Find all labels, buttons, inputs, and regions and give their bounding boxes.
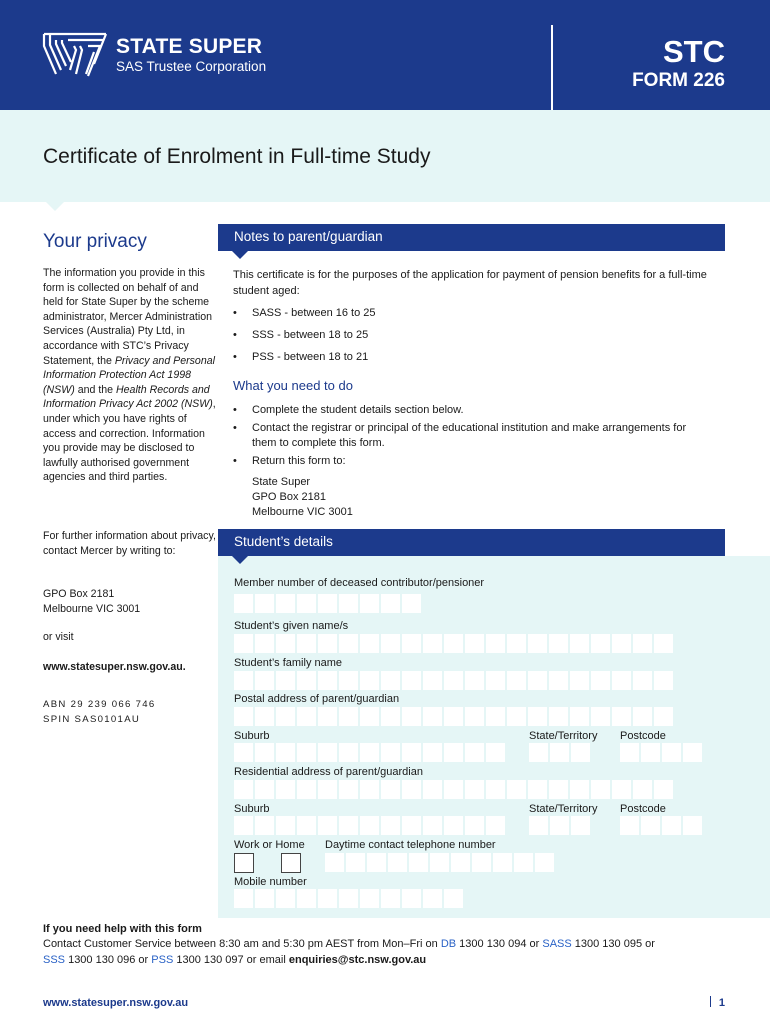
char-box[interactable] (339, 780, 358, 799)
char-box[interactable] (360, 743, 379, 762)
char-box[interactable] (234, 634, 253, 653)
char-box[interactable] (318, 743, 337, 762)
notes-intro: This certificate is for the purposes of the application for payment of pension benefits for a full-time student aged: (233, 269, 707, 297)
org-name: STATE SUPER (116, 35, 263, 58)
char-box[interactable] (276, 671, 295, 690)
char-box[interactable] (318, 634, 337, 653)
char-box[interactable] (514, 853, 533, 872)
privacy-statement: The information you provide in this form is collected on behalf of and held for State Super by the scheme administrator, Mercer Administration Services (Australia) Pty Ltd, in accordance with STC’s Privacy Statement, the Privacy and Personal Information Protection Act 1998 (NSW) and the Health Records and Information Privacy Act 2002 (NSW), under which you have rights of access and correction. Information you provide may be disclosed to lawfully authorised government agencies and third parties. (43, 267, 216, 484)
postal-address-label: Postal address of parent/guardian (234, 693, 400, 705)
notes-heading: Notes to parent/guardian (234, 229, 383, 244)
residential-address-label: Residential address of parent/guardian (234, 766, 423, 778)
mobile-input[interactable] (234, 889, 463, 908)
char-box[interactable] (528, 634, 547, 653)
postcode2-input[interactable] (620, 816, 702, 835)
char-box[interactable] (444, 634, 463, 653)
char-box[interactable] (528, 780, 547, 799)
member-number-label: Member number of deceased contributor/pensioner (234, 577, 485, 589)
privacy-website-link[interactable]: www.statesuper.nsw.gov.au. (43, 661, 186, 673)
state-super-logo-icon (42, 30, 108, 78)
char-box[interactable] (423, 707, 442, 726)
char-box[interactable] (465, 707, 484, 726)
char-box[interactable] (297, 707, 316, 726)
char-box[interactable] (255, 594, 274, 613)
char-box[interactable] (297, 816, 316, 835)
char-box[interactable] (402, 634, 421, 653)
char-box[interactable] (591, 671, 610, 690)
char-box[interactable] (612, 671, 631, 690)
char-box[interactable] (255, 743, 274, 762)
char-box[interactable] (570, 707, 589, 726)
page-title: Certificate of Enrolment in Full-time Study (43, 145, 431, 168)
title-notch (46, 202, 64, 211)
char-box[interactable] (549, 671, 568, 690)
char-box[interactable] (444, 816, 463, 835)
char-box[interactable] (550, 743, 569, 762)
char-box[interactable] (402, 671, 421, 690)
help-email-link[interactable]: enquiries@stc.nsw.gov.au (288, 953, 427, 966)
home-checkbox[interactable] (281, 853, 301, 873)
char-box[interactable] (444, 671, 463, 690)
page-number: 1 (710, 996, 725, 1009)
char-box[interactable] (318, 816, 337, 835)
help-text: Contact Customer Service between 8:30 am and 5:30 pm AEST from Mon–Fri on DB 1300 130 094 or SASS 1300 130 095 or SSS 1300 130 096 or PSS 1300 130 097 or email enquiries@stc.nsw.gov.au (43, 938, 655, 966)
char-box[interactable] (402, 707, 421, 726)
form-code: STC (663, 34, 725, 69)
char-box[interactable] (423, 816, 442, 835)
char-box[interactable] (444, 780, 463, 799)
char-box[interactable] (641, 743, 660, 762)
state2-input[interactable] (529, 816, 590, 835)
char-box[interactable] (381, 889, 400, 908)
suburb-label: Suburb (234, 730, 270, 742)
work-checkbox[interactable] (234, 853, 254, 873)
char-box[interactable] (234, 707, 253, 726)
char-box[interactable] (360, 816, 379, 835)
state-input[interactable] (529, 743, 590, 762)
char-box[interactable] (641, 816, 660, 835)
char-box[interactable] (339, 634, 358, 653)
char-box[interactable] (339, 594, 358, 613)
char-box[interactable] (423, 889, 442, 908)
char-box[interactable] (620, 743, 639, 762)
header-band (0, 0, 770, 110)
char-box[interactable] (234, 743, 253, 762)
char-box[interactable] (633, 780, 652, 799)
char-box[interactable] (571, 743, 590, 762)
char-box[interactable] (318, 707, 337, 726)
org-subtitle: SAS Trustee Corporation (116, 59, 267, 74)
list-item: • Complete the student details section below. (233, 404, 464, 416)
char-box[interactable] (423, 780, 442, 799)
char-box[interactable] (654, 707, 673, 726)
char-box[interactable] (591, 780, 610, 799)
char-box[interactable] (654, 671, 673, 690)
char-box[interactable] (297, 594, 316, 613)
char-box[interactable] (507, 707, 526, 726)
family-name-input[interactable] (234, 671, 673, 690)
char-box[interactable] (360, 889, 379, 908)
char-box[interactable] (381, 634, 400, 653)
char-box[interactable] (662, 816, 681, 835)
char-box[interactable] (529, 743, 548, 762)
char-box[interactable] (276, 889, 295, 908)
return-address: State Super GPO Box 2181 Melbourne VIC 3001 (252, 476, 353, 518)
char-box[interactable] (402, 816, 421, 835)
postal-address-input[interactable] (234, 707, 673, 726)
postcode-input[interactable] (620, 743, 702, 762)
char-box[interactable] (381, 707, 400, 726)
char-box[interactable] (472, 853, 491, 872)
char-box[interactable] (339, 889, 358, 908)
privacy-address: GPO Box 2181 Melbourne VIC 3001 (43, 588, 141, 615)
daytime-phone-input[interactable] (325, 853, 554, 872)
char-box[interactable] (346, 853, 365, 872)
char-box[interactable] (549, 634, 568, 653)
char-box[interactable] (360, 780, 379, 799)
char-box[interactable] (570, 634, 589, 653)
char-box[interactable] (381, 743, 400, 762)
char-box[interactable] (486, 707, 505, 726)
char-box[interactable] (255, 671, 274, 690)
char-box[interactable] (549, 707, 568, 726)
header-divider (551, 25, 553, 110)
suburb-input[interactable] (234, 743, 505, 762)
char-box[interactable] (507, 671, 526, 690)
char-box[interactable] (571, 816, 590, 835)
char-box[interactable] (528, 707, 547, 726)
char-box[interactable] (360, 707, 379, 726)
char-box[interactable] (654, 780, 673, 799)
char-box[interactable] (360, 594, 379, 613)
list-item: • Contact the registrar or principal of the educational institution and make arrangements for them to complete this form. (233, 422, 687, 449)
char-box[interactable] (339, 816, 358, 835)
char-box[interactable] (325, 853, 344, 872)
list-item: • PSS - between 18 to 21 (233, 351, 369, 363)
char-box[interactable] (339, 671, 358, 690)
char-box[interactable] (620, 816, 639, 835)
char-box[interactable] (297, 780, 316, 799)
postcode-label: Postcode (620, 730, 666, 742)
char-box[interactable] (402, 594, 421, 613)
list-item: • SSS - between 18 to 25 (233, 329, 369, 341)
footer-website-link[interactable]: www.statesuper.nsw.gov.au (43, 997, 189, 1009)
char-box[interactable] (402, 889, 421, 908)
char-box[interactable] (465, 743, 484, 762)
char-box[interactable] (683, 816, 702, 835)
char-box[interactable] (633, 707, 652, 726)
char-box[interactable] (528, 671, 547, 690)
char-box[interactable] (493, 853, 512, 872)
suburb2-label: Suburb (234, 803, 270, 815)
char-box[interactable] (402, 743, 421, 762)
char-box[interactable] (367, 853, 386, 872)
char-box[interactable] (234, 816, 253, 835)
what-you-need-heading: What you need to do (233, 378, 353, 393)
char-box[interactable] (234, 780, 253, 799)
char-box[interactable] (381, 594, 400, 613)
char-box[interactable] (612, 634, 631, 653)
char-box[interactable] (570, 780, 589, 799)
char-box[interactable] (529, 816, 548, 835)
char-box[interactable] (465, 780, 484, 799)
char-box[interactable] (276, 634, 295, 653)
char-box[interactable] (297, 634, 316, 653)
char-box[interactable] (318, 671, 337, 690)
suburb2-input[interactable] (234, 816, 505, 835)
char-box[interactable] (297, 743, 316, 762)
char-box[interactable] (465, 671, 484, 690)
char-box[interactable] (486, 634, 505, 653)
or-visit-text: or visit (43, 631, 74, 643)
char-box[interactable] (612, 707, 631, 726)
char-box[interactable] (662, 743, 681, 762)
char-box[interactable] (550, 816, 569, 835)
char-box[interactable] (451, 853, 470, 872)
postcode2-label: Postcode (620, 803, 666, 815)
char-box[interactable] (507, 780, 526, 799)
privacy-heading: Your privacy (43, 231, 147, 252)
char-box[interactable] (654, 634, 673, 653)
char-box[interactable] (423, 671, 442, 690)
student-heading: Student’s details (234, 534, 333, 549)
char-box[interactable] (297, 671, 316, 690)
char-box[interactable] (318, 594, 337, 613)
mobile-label: Mobile number (234, 876, 307, 888)
char-box[interactable] (423, 743, 442, 762)
char-box[interactable] (276, 707, 295, 726)
char-box[interactable] (234, 671, 253, 690)
char-box[interactable] (339, 707, 358, 726)
char-box[interactable] (486, 743, 505, 762)
char-box[interactable] (388, 853, 407, 872)
char-box[interactable] (465, 816, 484, 835)
char-box[interactable] (276, 743, 295, 762)
char-box[interactable] (633, 634, 652, 653)
notes-notch (232, 251, 248, 259)
form-number: FORM 226 (632, 70, 725, 91)
char-box[interactable] (255, 889, 274, 908)
char-box[interactable] (591, 707, 610, 726)
family-name-label: Student’s family name (234, 657, 343, 669)
char-box[interactable] (549, 780, 568, 799)
char-box[interactable] (633, 671, 652, 690)
char-box[interactable] (234, 594, 253, 613)
char-box[interactable] (360, 671, 379, 690)
char-box[interactable] (276, 780, 295, 799)
char-box[interactable] (318, 780, 337, 799)
char-box[interactable] (318, 889, 337, 908)
char-box[interactable] (444, 743, 463, 762)
char-box[interactable] (423, 634, 442, 653)
char-box[interactable] (255, 780, 274, 799)
member-number-input[interactable] (234, 594, 421, 613)
residential-address-input[interactable] (234, 780, 673, 799)
char-box[interactable] (444, 707, 463, 726)
char-box[interactable] (276, 594, 295, 613)
char-box[interactable] (465, 634, 484, 653)
char-box[interactable] (255, 707, 274, 726)
given-name-label: Student’s given name/s (234, 620, 349, 632)
abn-spin: ABN 29 239 066 746 SPIN SAS0101AU (43, 699, 156, 725)
char-box[interactable] (234, 889, 253, 908)
char-box[interactable] (409, 853, 428, 872)
char-box[interactable] (591, 634, 610, 653)
char-box[interactable] (255, 816, 274, 835)
char-box[interactable] (430, 853, 449, 872)
list-item: • Return this form to: (233, 455, 346, 467)
char-box[interactable] (444, 889, 463, 908)
privacy-contact-text: For further information about privacy, contact Mercer by writing to: (43, 530, 216, 557)
char-box[interactable] (276, 816, 295, 835)
char-box[interactable] (255, 634, 274, 653)
help-heading: If you need help with this form (43, 923, 202, 935)
char-box[interactable] (297, 889, 316, 908)
student-notch (232, 556, 248, 564)
char-box[interactable] (486, 780, 505, 799)
char-box[interactable] (486, 816, 505, 835)
char-box[interactable] (507, 634, 526, 653)
char-box[interactable] (381, 780, 400, 799)
given-name-input[interactable] (234, 634, 673, 653)
char-box[interactable] (402, 780, 421, 799)
state2-label: State/Territory (529, 803, 598, 815)
daytime-phone-label: Daytime contact telephone number (325, 839, 496, 851)
char-box[interactable] (683, 743, 702, 762)
char-box[interactable] (612, 780, 631, 799)
char-box[interactable] (535, 853, 554, 872)
char-box[interactable] (339, 743, 358, 762)
list-item: • SASS - between 16 to 25 (233, 307, 376, 319)
char-box[interactable] (360, 634, 379, 653)
char-box[interactable] (570, 671, 589, 690)
char-box[interactable] (381, 671, 400, 690)
char-box[interactable] (381, 816, 400, 835)
student-section-bar (218, 529, 725, 556)
char-box[interactable] (486, 671, 505, 690)
work-home-label: Work or Home (234, 839, 305, 851)
state-label: State/Territory (529, 730, 598, 742)
notes-section-bar (218, 224, 725, 251)
